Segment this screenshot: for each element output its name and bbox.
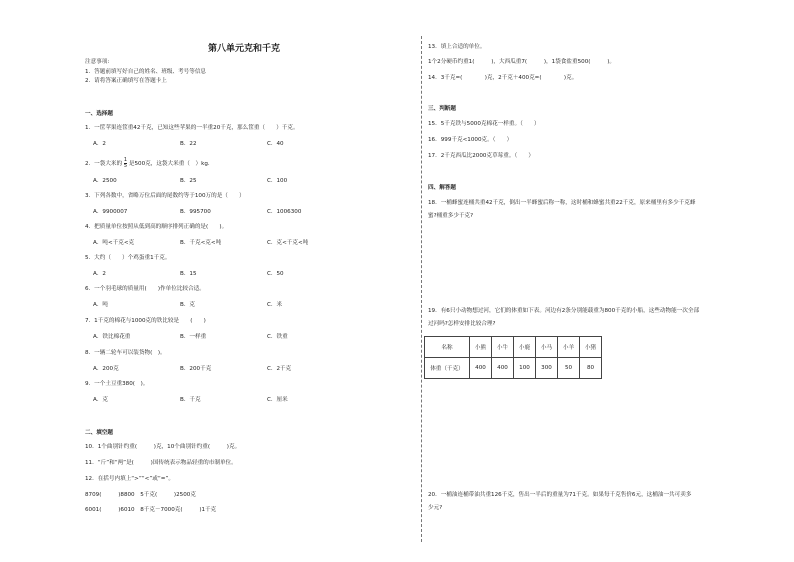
question-20-line-2: 少元? [428,505,443,511]
q7-option-b: B．一样重 [180,334,207,340]
q2-fraction [124,158,127,169]
question-13-line: 1个2分硬币约重1( )，大西瓜重7( )，1袋食盐重500( )。 [428,59,616,65]
question-12-row-2: 6001( )6010 8千克－7000克( )1千克 [85,507,217,513]
q3-option-c: C．1006300 [267,209,302,215]
q4-option-a: A．吨<千克<克 [93,240,135,246]
column-divider [421,36,422,542]
table-header-cell: 小羊 [558,337,580,358]
q1-option-c: C．40 [267,141,284,147]
section-fill-heading: 二、填空题 [85,430,113,436]
q2-text-pre: 2．一袋大米的 [85,161,123,167]
question-16: 16．999千克<1000克。（ ） [428,137,513,143]
table-header-cell: 小牛 [492,337,514,358]
notice-item-1: 1．答题前填写好自己的姓名、班级、考号等信息 [85,69,207,75]
q5-option-b: B．15 [180,271,197,277]
exam-title: 第八单元克和千克 [208,44,281,54]
section-solve-heading: 四、解答题 [428,185,456,191]
table-cell: 400 [492,358,514,379]
table-header-cell: 小猪 [580,337,602,358]
section-choice-heading: 一、选择题 [85,111,113,117]
question-6: 6．一个羽毛球的质量用( )作单位比较合适。 [85,286,205,292]
table-header-cell: 名称 [425,337,470,358]
question-2 [85,158,210,169]
table-header-cell: 小马 [536,337,558,358]
question-12: 12．在括号内填上“>”“<”或“=”。 [85,476,174,482]
question-4: 4．把质量单位按照从低到高的顺序排列正确的是( )。 [85,224,228,230]
q2-option-c: C．100 [267,178,288,184]
question-1: 1．一筐苹果连筐重42千克，已知这些苹果的一半重20千克，那么筐重（ ）千克。 [85,125,299,131]
notice-heading: 注意事项: [85,59,110,65]
q1-option-a: A．2 [93,141,106,147]
weight-table [424,336,602,379]
question-8: 8．一辆二轮车可以装货物( )。 [85,350,166,356]
table-cell: 100 [514,358,536,379]
question-14: 14．3千克=( )克，2千克＋400克=( )克。 [428,75,578,81]
q6-option-c: C．米 [267,302,283,308]
q8-option-a: A．200克 [93,366,119,372]
q3-option-b: B．995700 [180,209,211,215]
question-20-line-1: 20．一桶油连桶带油共重126千克，售出一半后的重量为71千克。如果每千克售价6元，这桶油一共可卖多 [428,492,692,498]
q5-option-c: C．50 [267,271,284,277]
table-cell: 300 [536,358,558,379]
q2-option-a: A．2500 [93,178,117,184]
q2-fraction-numerator: 1 [123,157,128,163]
q6-option-a: A．吨 [93,302,109,308]
q7-option-a: A．铁比棉花重 [93,334,131,340]
table-header-cell: 小鹿 [514,337,536,358]
q4-option-b: B．千克<克<吨 [180,240,222,246]
q2-option-b: B．25 [180,178,197,184]
question-17: 17．2千克西瓜比2000克草莓重。（ ） [428,153,535,159]
question-12-row-1: 8709( )8800 5千克( )2500克 [85,492,196,498]
question-11: 11．“斤”和“两”是( )国传统表示物品轻重的市制单位。 [85,460,237,466]
table-row [425,358,602,379]
section-judge-heading: 三、判断题 [428,106,456,112]
q9-option-a: A．克 [93,397,109,403]
table-cell: 50 [558,358,580,379]
q9-option-c: C．厘米 [267,397,288,403]
q1-option-b: B．22 [180,141,197,147]
q5-option-a: A．2 [93,271,106,277]
table-header-row [425,337,602,358]
table-cell: 400 [470,358,492,379]
question-18-line-2: 蜜?桶重多少千克? [428,213,474,219]
q8-option-b: B．200千克 [180,366,212,372]
table-cell: 80 [580,358,602,379]
question-19-line-2: 过河吗?怎样安排比较合理? [428,321,496,327]
question-7: 7．1千克的棉花与1000克的铁比较是 ( ) [85,318,206,324]
question-5: 5．大约（ ）个鸡蛋重1千克。 [85,255,171,261]
table-header-cell: 小熊 [470,337,492,358]
notice-item-2: 2．请将答案正确填写在答题卡上 [85,78,167,84]
q8-option-c: C．2千克 [267,366,292,372]
q9-option-b: B．千克 [180,397,201,403]
question-9: 9．一个土豆重380( )。 [85,381,149,387]
q7-option-c: C．铁重 [267,334,288,340]
question-3: 3．下列各数中，省略万位后面的尾数约等于100万的是（ ） [85,193,245,199]
q3-option-a: A．9900007 [93,209,128,215]
table-row-label: 体重（千克） [425,358,470,379]
question-18-line-1: 18．一桶蜂蜜连桶共重42千克，倒出一半蜂蜜后称一称，这时桶和蜂蜜共重22千克，原来桶里有多少千克蜂 [428,200,696,206]
question-15: 15．5千克铁与5000克棉花一样重。（ ） [428,121,540,127]
question-19-line-1: 19．有6只小动物想过河，它们的体重如下表。河边有2条分别能载重为800千克的小船，这些动物能一次全部 [428,308,700,314]
q2-text-post: 是500克，这袋大米重（ ）kg. [128,161,210,167]
q2-fraction-denominator: 5 [123,163,128,169]
q6-option-b: B．克 [180,302,196,308]
question-13: 13．填上合适的单位。 [428,44,486,50]
question-10: 10．1个曲别针约重( )克，10个曲别针约重( )克。 [85,444,241,450]
q4-option-c: C．克<千克<吨 [267,240,309,246]
